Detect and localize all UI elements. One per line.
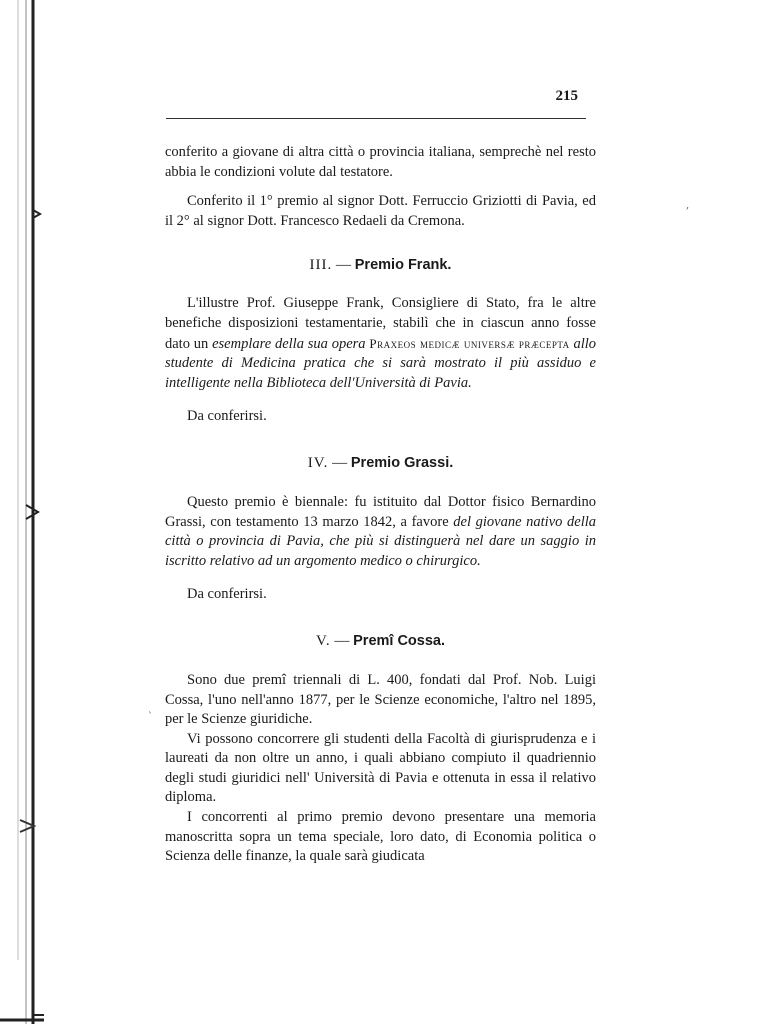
book-binding-edge (0, 0, 44, 1024)
paragraph: conferito a giovane di altra città o provincia italiana, semprechè nel resto abbia le condizioni volute dal testatore. (165, 144, 596, 180)
paragraph-text: Questo premio è biennale: fu istituito dal Dottor fisico Bernardino Grassi, con testamento 13 marzo 1842, a favore (165, 493, 596, 530)
small-caps-title: Praxeos medicæ universæ præcepta (369, 335, 570, 351)
paragraph: Conferito il 1° premio al signor Dott. Ferruccio Griziotti di Pavia, ed il 2° al signor Dott. Francesco Redaeli da Cremona. (165, 193, 596, 229)
section-heading-grassi (165, 453, 596, 473)
paragraph: I concorrenti al primo premio devono presentare una memoria manoscritta sopra un tema speciale, loro dato, di Economia politica o Scienza delle finanze, la quale sarà giudicata (165, 809, 596, 865)
paper-speck: ` (148, 712, 153, 723)
paragraph (165, 294, 596, 393)
section-title: Premio Frank. (354, 257, 452, 274)
section-number: III. (309, 257, 333, 274)
section-number: IV. (307, 454, 329, 471)
section-number: V. (315, 632, 331, 649)
paragraph (165, 493, 596, 571)
paper-speck: , (686, 200, 690, 211)
section-heading-frank (165, 255, 596, 275)
heading-dash: — (334, 632, 350, 649)
italic-text: esemplare della sua opera (212, 335, 366, 352)
italic-text: del giovane nativo della città o provincia di Pavia, che più si distinguerà nel dare un saggio in iscritto relativo ad un argomento medico o chirurgico. (165, 513, 597, 569)
section-title: Premio Grassi. (350, 454, 454, 471)
paragraph: Sono due premî triennali di L. 400, fondati dal Prof. Nob. Luigi Cossa, l'uno nell'anno 1877, per le Scienze economiche, l'altro nel 1895, per le Scienze giuridiche. (165, 671, 596, 728)
paragraph-text: L'illustre Prof. Giuseppe Frank, Consigliere di Stato, fra le altre benefiche disposizioni testamentarie, stabilì che in ciascun anno fosse dato un (165, 295, 596, 352)
note: Da conferirsi. (187, 586, 267, 603)
section-heading-cossa (165, 631, 596, 651)
italic-text: allo studente di Medicina pratica che si sarà mostrato il più assiduo e intelligente nella Biblioteca dell'Università di Pavia. (165, 335, 597, 391)
page-number: 215 (555, 88, 578, 104)
paragraph: Vi possono concorrere gli studenti della Facoltà di giurisprudenza e i laureati da non oltre un anno, i quali abbiano compiuto il quadriennio degli studi giuridici nell' Università di Pavia e ottenuta in essa il relativo diploma. (165, 730, 596, 806)
heading-dash: — (332, 454, 348, 471)
section-title: Premî Cossa. (353, 632, 446, 649)
page-body (165, 143, 596, 867)
note: Da conferirsi. (187, 408, 267, 425)
header-rule (166, 118, 586, 119)
heading-dash: — (336, 257, 352, 274)
